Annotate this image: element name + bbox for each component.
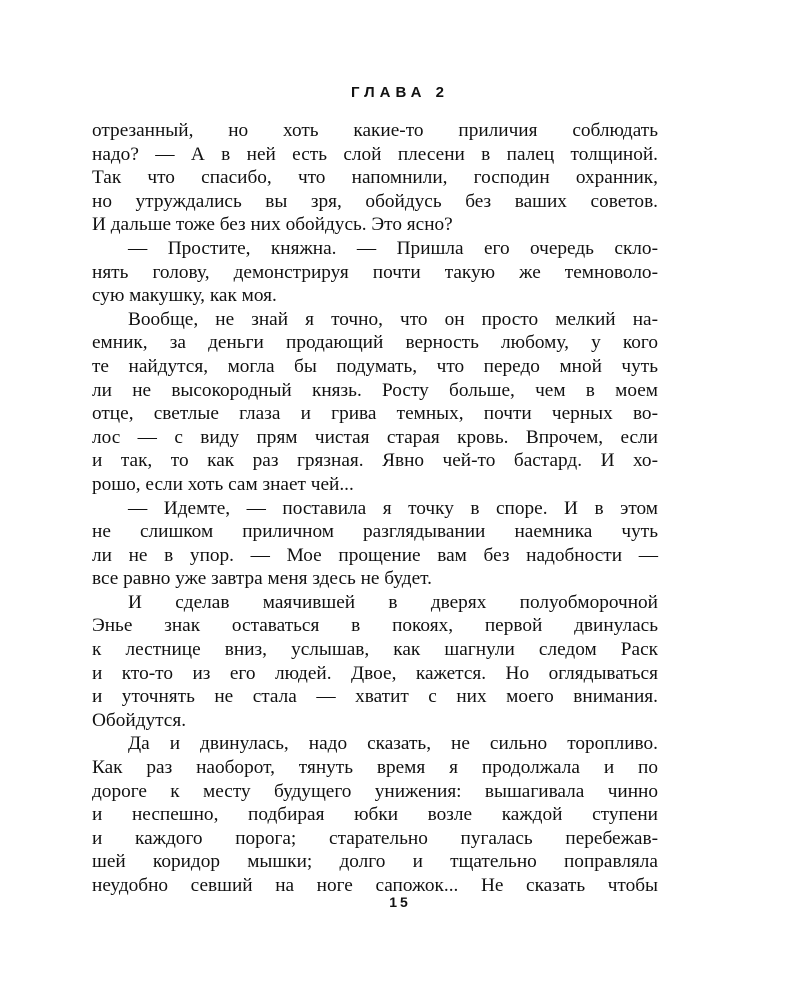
text-line: все равно уже завтра меня здесь не будет. bbox=[92, 568, 432, 590]
text-line: и неспешно, подбирая юбки возле каждой ступени bbox=[92, 804, 658, 826]
body-text bbox=[92, 119, 658, 898]
text-line: емник, за деньги продающий верность любому, у кого bbox=[92, 332, 658, 354]
text-line: нять голову, демонстрируя почти такую же темноволо- bbox=[92, 261, 658, 283]
text-line: отце, светлые глаза и грива темных, почти черных во- bbox=[92, 403, 658, 425]
text-line: Как раз наоборот, тянуть время я продолжала и по bbox=[92, 757, 658, 779]
text-line: отрезанный, но хоть какие-то приличия соблюдать bbox=[92, 120, 658, 141]
text-line: И сделав маячившей в дверях полуобморочной bbox=[128, 591, 658, 613]
text-line: Так что спасибо, что напомнили, господин охранник, bbox=[92, 167, 658, 189]
text-line: но утруждались вы зря, обойдусь без ваших советов. bbox=[92, 190, 658, 212]
text-line: и кто-то из его людей. Двое, кажется. Но оглядываться bbox=[92, 662, 658, 684]
text-line: не слишком приличном разглядывании наемника чуть bbox=[92, 521, 658, 543]
text-line: ли не высокородный князь. Росту больше, чем в моем bbox=[92, 379, 658, 401]
text-line: лос — с виду прям чистая старая кровь. Впрочем, если bbox=[92, 426, 658, 448]
text-line: Вообще, не знай я точно, что он просто мелкий на- bbox=[128, 308, 658, 330]
text-line: рошо, если хоть сам знает чей... bbox=[92, 473, 354, 495]
text-line: — Идемте, — поставила я точку в споре. И в этом bbox=[128, 497, 658, 519]
text-line: Да и двинулась, надо сказать, не сильно торопливо. bbox=[128, 733, 658, 755]
text-line: дороге к месту будущего унижения: вышагивала чинно bbox=[92, 780, 658, 802]
text-line: И дальше тоже без них обойдусь. Это ясно? bbox=[92, 214, 453, 236]
text-line: и так, то как раз грязная. Явно чей-то бастард. И хо- bbox=[92, 450, 658, 472]
page-number: 15 bbox=[389, 894, 411, 910]
chapter-title: ГЛАВА 2 bbox=[351, 84, 449, 101]
text-line: неудобно севший на ноге сапожок... Не сказать чтобы bbox=[92, 875, 658, 896]
text-line: и каждого порога; старательно пугалась перебежав- bbox=[92, 827, 658, 849]
text-line: к лестнице вниз, услышав, как шагнули следом Раск bbox=[92, 639, 658, 661]
text-line: и уточнять не стала — хватит с них моего внимания. bbox=[92, 686, 658, 708]
text-line: Энье знак оставаться в покоях, первой двинулась bbox=[92, 615, 658, 637]
text-line: ли не в упор. — Мое прощение вам без надобности — bbox=[92, 544, 658, 566]
text-line: Обойдутся. bbox=[92, 709, 187, 731]
text-line: шей коридор мышки; долго и тщательно поправляла bbox=[92, 851, 658, 873]
text-line: те найдутся, могла бы подумать, что передо мной чуть bbox=[92, 355, 658, 377]
text-line: — Простите, княжна. — Пришла его очередь скло- bbox=[128, 237, 658, 259]
text-line: сую макушку, как моя. bbox=[92, 285, 277, 307]
text-line: надо? — А в ней есть слой плесени в палец толщиной. bbox=[92, 143, 658, 165]
